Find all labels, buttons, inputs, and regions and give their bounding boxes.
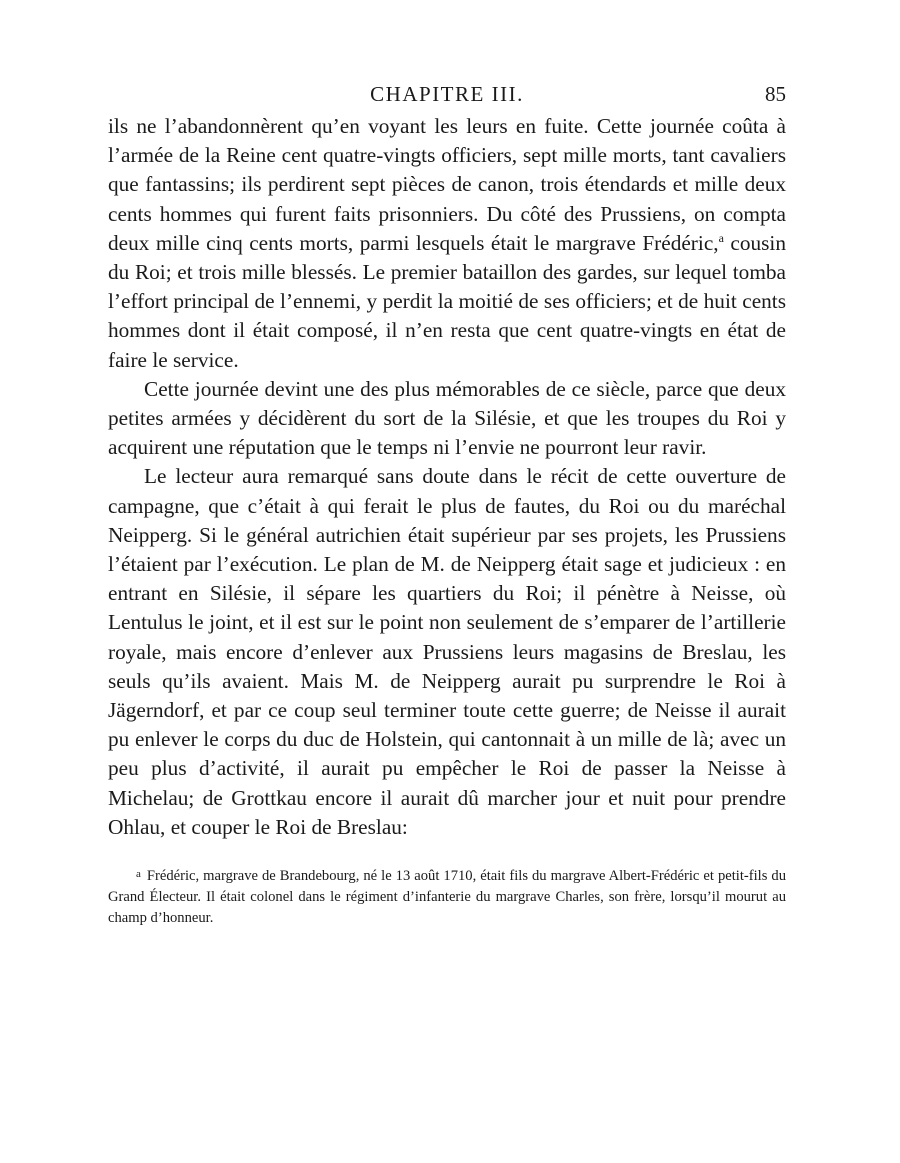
book-page (108, 78, 786, 929)
paragraph-1-text-b: cousin du Roi; et trois mille blessés. Le premier bataillon des gardes, sur lequel tomba l’effort principal de l’ennemi, y perdit la moitié de ses officiers; et de huit cents hommes dont il était composé, il n’en resta que cent quatre-vingts en état de faire le service. (108, 230, 786, 372)
chapter-title: CHAPITRE III. (370, 82, 524, 106)
body-text (108, 112, 786, 842)
paragraph-1 (108, 112, 786, 375)
paragraph-2: Cette journée devint une des plus mémorables de ce siècle, parce que deux petites armées y décidèrent du sort de la Silésie, et que les troupes du Roi y acquirent une réputation que le temps ni l’envie ne pourront leur ravir. (108, 376, 786, 460)
page-number: 85 (765, 82, 786, 106)
footnote-mark: a (136, 868, 141, 881)
paragraph-3: Le lecteur aura remarqué sans doute dans le récit de cette ouverture de campagne, que c’était à qui ferait le plus de fautes, du Roi ou du maréchal Neipperg. Si le général autrichien était supérieur par ses projets, les Prussiens l’étaient par l’exécution. Le plan de M. de Neipperg était sage et judicieux : en entrant en Silésie, il sépare les quartiers du Roi; il pénètre à Neisse, où Lentulus le joint, et il est sur le point non seulement de s’emparer de l’artillerie royale, mais encore d’enlever aux Prussiens leurs magasins de Breslau, les seuls qu’ils avaient. Mais M. de Neipperg aurait pu surprendre le Roi à Jägerndorf, et par ce coup seul terminer toute cette guerre; de Neisse il aurait pu enlever le corps du duc de Holstein, qui cantonnait à un mille de là; avec un peu plus d’activité, il aurait pu empêcher le Roi de passer la Neisse à Michelau; de Grottkau encore il aurait dû marcher jour et nuit pour prendre Ohlau, et couper le Roi de Breslau: (108, 464, 786, 839)
paragraph-1-text-a: ils ne l’abandonnèrent qu’en voyant les leurs en fuite. Cette journée coûta à l’armée de la Reine cent quatre-vingts officiers, sept mille morts, tant cavaliers que fantassins; ils perdirent sept pièces de canon, trois étendards et mille deux cents hommes qui furent faits prisonniers. Du côté des Prussiens, on compta deux mille cinq cents morts, parmi lesquels était le margrave Frédéric, (108, 114, 786, 255)
footnote-text: Frédéric, margrave de Brandebourg, né le 13 août 1710, était fils du margrave Albert-Frédéric et petit-fils du Grand Électeur. Il était colonel dans le régiment d’infanterie du margrave Charles, son frère, lorsqu’il mourut au champ d’honneur. (108, 868, 786, 927)
footnote-reference[interactable]: a (718, 230, 724, 245)
running-head (108, 78, 786, 112)
footnote (108, 864, 786, 929)
